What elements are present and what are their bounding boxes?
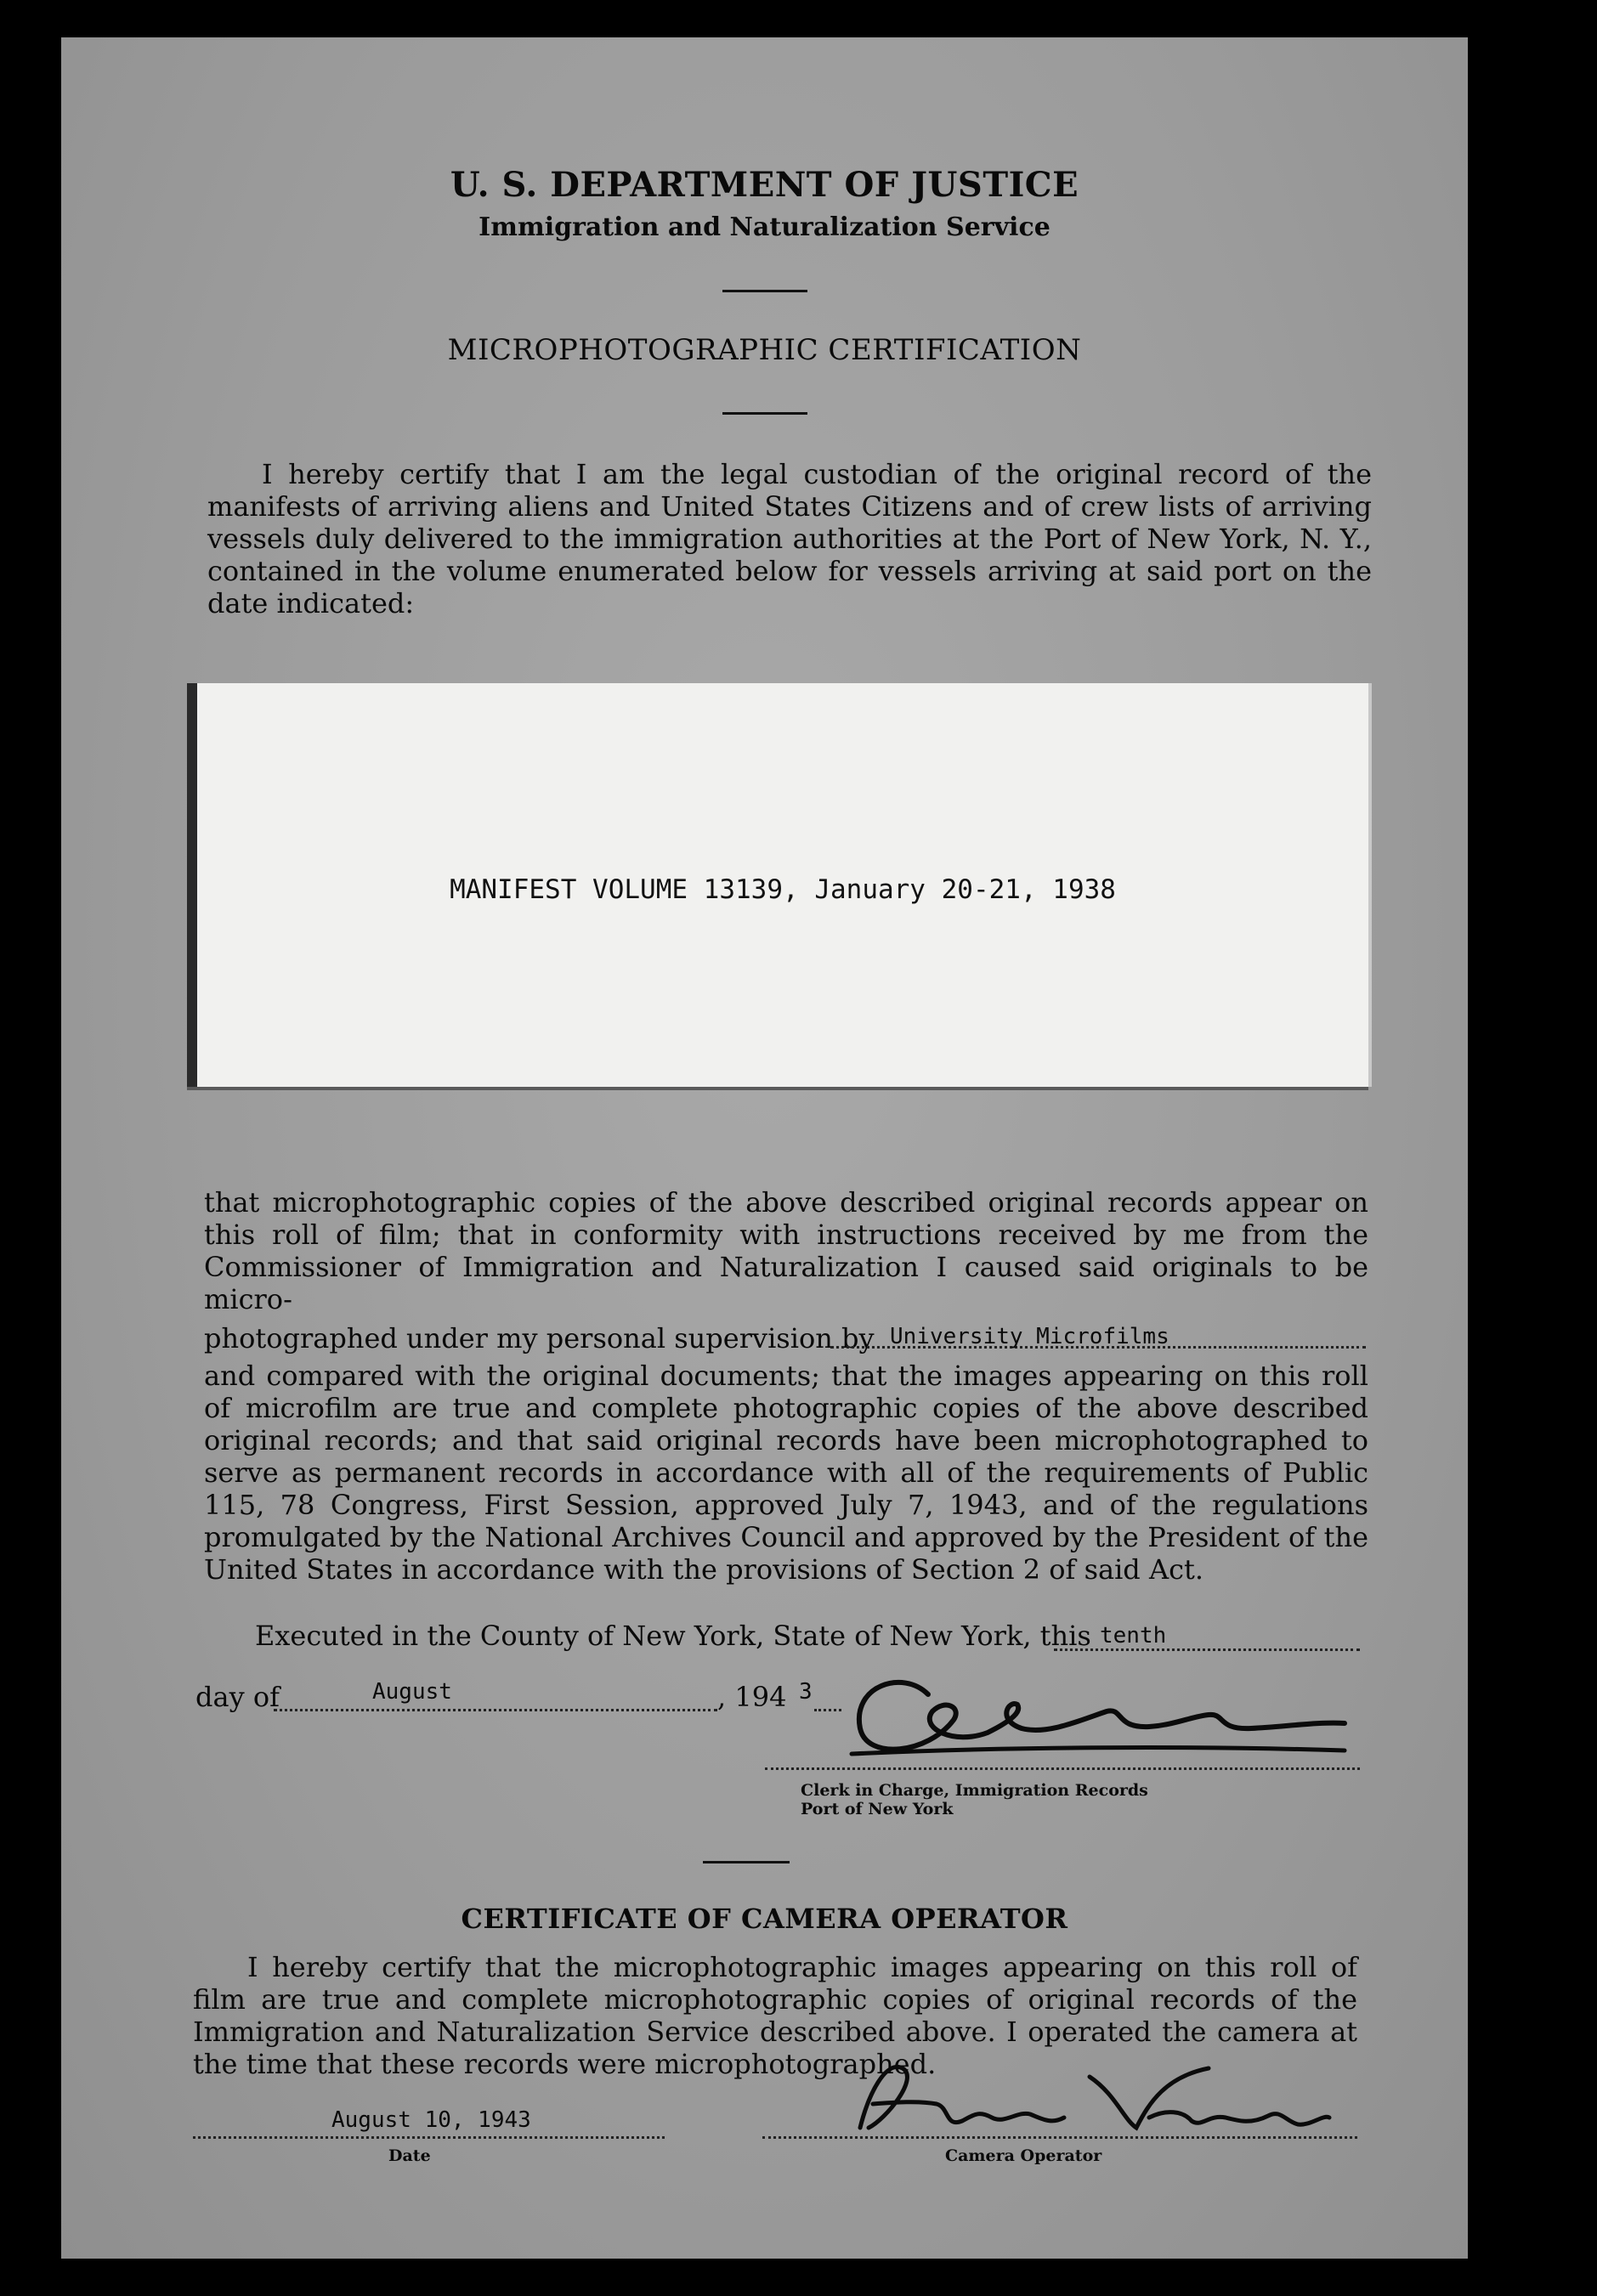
date-value: August 10, 1943 (331, 2107, 531, 2133)
clerk-signature (826, 1660, 1353, 1779)
year-prefix: , 194 (717, 1681, 787, 1713)
operator-signature (809, 2043, 1336, 2145)
camera-operator-paragraph: I hereby certify that the microphotographic images appearing on this roll of film are true and complete microphotographic copies of original records of the Immigration and Naturalization Service described above. I operated the camera at the time that these records were microphotographed. (193, 1951, 1357, 2080)
supervisor-value: University Microfilms (890, 1324, 1169, 1349)
month-value: August (372, 1679, 452, 1705)
date-field-line (193, 2136, 665, 2139)
day-of-label: day of (195, 1681, 280, 1713)
execution-line (255, 1620, 1091, 1652)
body-paragraph-start: that microphotographic copies of the above described original records appear on this roll of film; that in conformity with instructions received by me from the Commissioner of Immigration and Naturalization I caused said originals to be micro- (204, 1186, 1368, 1315)
service-subheading: Immigration and Naturalization Service (479, 212, 1051, 242)
year-digit: 3 (799, 1679, 813, 1705)
certificate-sheet (61, 37, 1468, 2259)
certification-title: MICROPHOTOGRAPHIC CERTIFICATION (447, 333, 1082, 367)
department-heading: U. S. DEPARTMENT OF JUSTICE (450, 165, 1079, 205)
clerk-title-line1: Clerk in Charge, Immigration Records (801, 1781, 1148, 1800)
supervision-line (204, 1322, 875, 1354)
manifest-volume-card (187, 683, 1368, 1087)
execution-prefix: Executed in the County of New York, State of New York, this (255, 1620, 1091, 1652)
supervision-prefix: photographed under my personal supervision by (204, 1322, 875, 1354)
day-field-line (1054, 1648, 1360, 1651)
camera-operator-title: CERTIFICATE OF CAMERA OPERATOR (461, 1903, 1068, 1935)
divider (722, 412, 807, 415)
day-value: tenth (1100, 1623, 1167, 1648)
divider (703, 1861, 790, 1863)
month-field-line (274, 1709, 717, 1711)
divider (722, 290, 807, 292)
date-label: Date (388, 2146, 431, 2165)
manifest-volume-text: MANIFEST VOLUME 13139, January 20-21, 1938 (450, 874, 1116, 905)
clerk-title-line2: Port of New York (801, 1800, 954, 1818)
intro-paragraph: I hereby certify that I am the legal custodian of the original record of the manifests of arriving aliens and United States Citizens and of crew lists of arriving vessels duly delivered to the immigration authorities at the Port of New York, N. Y., contained in the volume enumerated below for vessels arriving at said port on the date indicated: (207, 458, 1372, 619)
body-paragraph-end: and compared with the original documents; that the images appearing on this roll of microfilm are true and complete photographic copies of the above described original records; and that said original records have been microphotographed to serve as permanent records in accordance with all of the requirements of Public 115, 78 Congress, First Session, approved July 7, 1943, and of the regulations promulgated by the National Archives Council and approved by the President of the United States in accordance with the provisions of Section 2 of said Act. (204, 1360, 1368, 1586)
operator-label: Camera Operator (945, 2146, 1102, 2165)
